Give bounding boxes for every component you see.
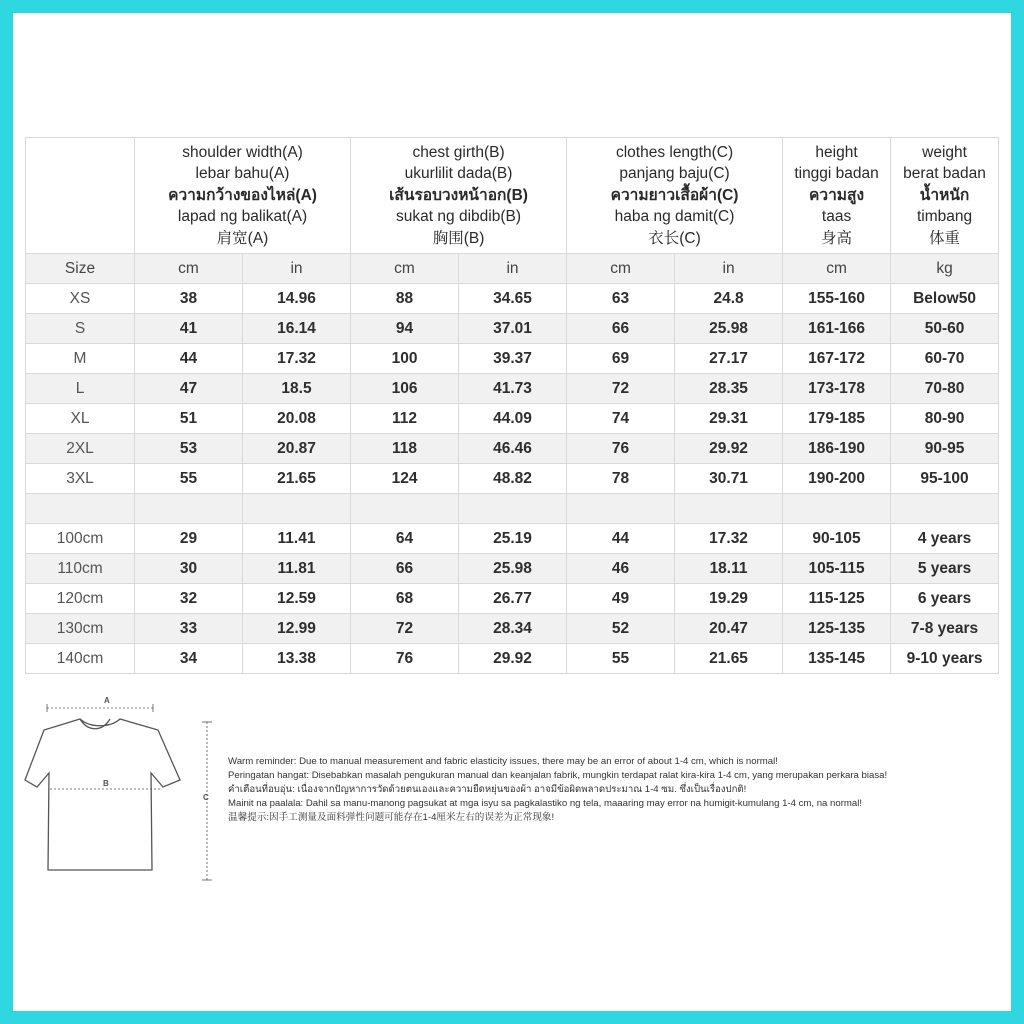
header-line: tinggi badan [794, 165, 879, 183]
cell-length-cm: 74 [567, 404, 675, 434]
cell-length-cm: 49 [567, 584, 675, 614]
cell-length-cm: 69 [567, 344, 675, 374]
cell-shoulder-in: 12.59 [243, 584, 351, 614]
header-row [26, 138, 999, 254]
cell-size: 110cm [26, 554, 135, 584]
cell-chest-cm: 76 [351, 644, 459, 674]
cell-length-in: 19.29 [675, 584, 783, 614]
cell-chest-in: 25.19 [459, 524, 567, 554]
cell-length-cm: 55 [567, 644, 675, 674]
cell-chest-cm: 100 [351, 344, 459, 374]
table-row [26, 344, 999, 374]
cell-size: 2XL [26, 434, 135, 464]
table-row [26, 434, 999, 464]
cell-chest-in: 46.46 [459, 434, 567, 464]
table-row [26, 524, 999, 554]
cell-chest-cm: 66 [351, 554, 459, 584]
header-line: chest girth(B) [412, 143, 505, 161]
cell-chest-cm: 68 [351, 584, 459, 614]
cell-chest-in: 37.01 [459, 314, 567, 344]
cell-shoulder-in: 20.87 [243, 434, 351, 464]
cell-shoulder-cm: 29 [135, 524, 243, 554]
cell-size: L [26, 374, 135, 404]
cell-chest-in: 41.73 [459, 374, 567, 404]
unit-row [26, 254, 999, 284]
header-line: ukurlilit dada(B) [404, 165, 513, 183]
measure-c [202, 722, 212, 880]
cell-chest-cm: 72 [351, 614, 459, 644]
cell-shoulder-in: 11.41 [243, 524, 351, 554]
header-clothes-length [567, 138, 783, 254]
cell-length-in: 17.32 [675, 524, 783, 554]
cell-chest-in: 28.34 [459, 614, 567, 644]
spacer-cell [351, 494, 459, 524]
spacer-cell [891, 494, 999, 524]
cell-shoulder-cm: 38 [135, 284, 243, 314]
unit-weight-kg: kg [891, 254, 999, 284]
cell-length-in: 27.17 [675, 344, 783, 374]
note-english: Warm reminder: Due to manual measurement and fabric elasticity issues, there may be an error of about 1-4 cm, which is normal! [228, 756, 778, 767]
header-height [783, 138, 891, 254]
cell-chest-cm: 118 [351, 434, 459, 464]
tshirt-diagram [20, 690, 220, 890]
unit-shoulder-cm: cm [135, 254, 243, 284]
cell-weight-kg: 9-10 years [891, 644, 999, 674]
cell-height-cm: 190-200 [783, 464, 891, 494]
spacer-row [26, 494, 999, 524]
note-filipino: Mainit na paalala: Dahil sa manu-manong pagsukat at mga isyu sa pagkalastiko ng tela, maaaring may error na humigit-kumulang 1-4 cm, na normal! [228, 798, 863, 809]
tshirt-outline [25, 719, 180, 870]
cell-shoulder-cm: 34 [135, 644, 243, 674]
cell-size: 100cm [26, 524, 135, 554]
measure-a [47, 696, 153, 712]
header-line: 身高 [821, 229, 853, 247]
cell-length-in: 28.35 [675, 374, 783, 404]
cell-shoulder-in: 13.38 [243, 644, 351, 674]
header-line: height [815, 143, 858, 161]
header-line: weight [922, 143, 967, 161]
unit-chest-cm: cm [351, 254, 459, 284]
table-row [26, 374, 999, 404]
note-thai: คำเตือนที่อบอุ่น: เนื่องจากปัญหาการวัดด้วยตนเองและความยืดหยุ่นของผ้า อาจมีข้อผิดพลาดประมาณ 1-4 ซม. ซึ่งเป็นเรื่องปกติ! [228, 784, 747, 795]
note-chinese: 温馨提示:因手工测量及面料弹性问题可能存在1-4厘米左右的误差为正常现象! [228, 812, 555, 823]
cell-weight-kg: 95-100 [891, 464, 999, 494]
cell-shoulder-cm: 41 [135, 314, 243, 344]
size-chart-table [25, 137, 999, 674]
cell-height-cm: 173-178 [783, 374, 891, 404]
cell-length-in: 24.8 [675, 284, 783, 314]
cell-chest-cm: 124 [351, 464, 459, 494]
header-line: 体重 [929, 229, 961, 247]
cell-shoulder-in: 18.5 [243, 374, 351, 404]
cell-height-cm: 161-166 [783, 314, 891, 344]
cell-weight-kg: 7-8 years [891, 614, 999, 644]
header-line: clothes length(C) [615, 143, 734, 161]
measure-b [50, 779, 160, 789]
header-line: timbang [916, 208, 973, 226]
spacer-cell [567, 494, 675, 524]
cell-shoulder-in: 12.99 [243, 614, 351, 644]
header-line: lebar bahu(A) [195, 165, 290, 183]
table-row [26, 644, 999, 674]
cell-size: 3XL [26, 464, 135, 494]
cell-length-in: 30.71 [675, 464, 783, 494]
cell-length-cm: 72 [567, 374, 675, 404]
cell-size: 140cm [26, 644, 135, 674]
unit-shoulder-in: in [243, 254, 351, 284]
spacer-cell [243, 494, 351, 524]
cell-shoulder-cm: 53 [135, 434, 243, 464]
table-row [26, 314, 999, 344]
cell-weight-kg: 4 years [891, 524, 999, 554]
cell-shoulder-cm: 44 [135, 344, 243, 374]
cell-height-cm: 179-185 [783, 404, 891, 434]
header-line: taas [821, 208, 852, 226]
spacer-cell [135, 494, 243, 524]
cell-chest-cm: 112 [351, 404, 459, 434]
cell-height-cm: 105-115 [783, 554, 891, 584]
cell-weight-kg: 60-70 [891, 344, 999, 374]
header-line: 衣长(C) [648, 229, 701, 247]
header-line: ความยาวเสื้อผ้า(C) [610, 186, 739, 204]
table-row [26, 284, 999, 314]
cell-chest-in: 29.92 [459, 644, 567, 674]
cell-height-cm: 135-145 [783, 644, 891, 674]
table-row [26, 584, 999, 614]
header-line: น้ำหนัก [919, 186, 970, 204]
cell-shoulder-cm: 30 [135, 554, 243, 584]
cell-chest-in: 39.37 [459, 344, 567, 374]
cell-height-cm: 167-172 [783, 344, 891, 374]
header-line: panjang baju(C) [619, 165, 730, 183]
note-malay: Peringatan hangat: Disebabkan masalah pengukuran manual dan keanjalan fabrik, mungkin terdapat ralat kira-kira 1-4 cm, yang merupakan perkara biasa! [228, 770, 888, 781]
table-row [26, 614, 999, 644]
cell-length-in: 25.98 [675, 314, 783, 344]
cell-size: S [26, 314, 135, 344]
cell-weight-kg: 90-95 [891, 434, 999, 464]
cell-height-cm: 90-105 [783, 524, 891, 554]
cell-shoulder-in: 16.14 [243, 314, 351, 344]
label-b: B [103, 779, 109, 788]
table-row [26, 464, 999, 494]
table-row [26, 554, 999, 584]
table-row [26, 404, 999, 434]
label-c: C [203, 793, 209, 802]
cell-length-cm: 52 [567, 614, 675, 644]
cell-length-cm: 63 [567, 284, 675, 314]
cell-chest-in: 25.98 [459, 554, 567, 584]
cell-shoulder-cm: 32 [135, 584, 243, 614]
spacer-cell [459, 494, 567, 524]
cell-size: XS [26, 284, 135, 314]
cell-chest-in: 48.82 [459, 464, 567, 494]
unit-height-cm: cm [783, 254, 891, 284]
header-line: ความสูง [809, 186, 865, 204]
cell-shoulder-in: 20.08 [243, 404, 351, 434]
spacer-cell [675, 494, 783, 524]
cell-weight-kg: 70-80 [891, 374, 999, 404]
cell-shoulder-cm: 33 [135, 614, 243, 644]
header-line: haba ng damit(C) [614, 208, 735, 226]
cell-size: 130cm [26, 614, 135, 644]
header-line: shoulder width(A) [182, 143, 303, 161]
cell-size: M [26, 344, 135, 374]
header-line: เส้นรอบวงหน้าอก(B) [389, 186, 528, 204]
cell-shoulder-cm: 47 [135, 374, 243, 404]
cell-shoulder-in: 21.65 [243, 464, 351, 494]
spacer-cell [783, 494, 891, 524]
cell-chest-cm: 88 [351, 284, 459, 314]
cell-height-cm: 155-160 [783, 284, 891, 314]
cell-length-in: 18.11 [675, 554, 783, 584]
unit-length-in: in [675, 254, 783, 284]
cell-weight-kg: 50-60 [891, 314, 999, 344]
cell-shoulder-in: 17.32 [243, 344, 351, 374]
cell-length-in: 29.92 [675, 434, 783, 464]
cell-length-cm: 44 [567, 524, 675, 554]
cell-size: 120cm [26, 584, 135, 614]
cell-chest-cm: 106 [351, 374, 459, 404]
cell-shoulder-in: 11.81 [243, 554, 351, 584]
label-a: A [104, 696, 110, 705]
cell-weight-kg: 6 years [891, 584, 999, 614]
cell-chest-in: 34.65 [459, 284, 567, 314]
header-line: sukat ng dibdib(B) [396, 208, 521, 226]
cell-shoulder-cm: 51 [135, 404, 243, 434]
cell-weight-kg: Below50 [891, 284, 999, 314]
unit-chest-in: in [459, 254, 567, 284]
cell-height-cm: 125-135 [783, 614, 891, 644]
cell-length-in: 29.31 [675, 404, 783, 434]
unit-length-cm: cm [567, 254, 675, 284]
cell-height-cm: 186-190 [783, 434, 891, 464]
header-line: 胸围(B) [432, 229, 485, 247]
header-line: lapad ng balikat(A) [177, 208, 308, 226]
header-line: berat badan [903, 165, 986, 183]
cell-chest-cm: 94 [351, 314, 459, 344]
cell-length-cm: 76 [567, 434, 675, 464]
cell-shoulder-cm: 55 [135, 464, 243, 494]
cell-chest-cm: 64 [351, 524, 459, 554]
cell-weight-kg: 5 years [891, 554, 999, 584]
header-line: 肩宽(A) [216, 229, 269, 247]
cell-length-cm: 66 [567, 314, 675, 344]
cell-chest-in: 26.77 [459, 584, 567, 614]
header-chest-girth [351, 138, 567, 254]
spacer-cell [26, 494, 135, 524]
unit-size: Size [26, 254, 135, 284]
cell-chest-in: 44.09 [459, 404, 567, 434]
cell-length-cm: 78 [567, 464, 675, 494]
cell-size: XL [26, 404, 135, 434]
cell-weight-kg: 80-90 [891, 404, 999, 434]
warm-reminder-notes [228, 755, 988, 825]
cell-length-in: 20.47 [675, 614, 783, 644]
cell-length-in: 21.65 [675, 644, 783, 674]
header-shoulder-width [135, 138, 351, 254]
cell-height-cm: 115-125 [783, 584, 891, 614]
cell-length-cm: 46 [567, 554, 675, 584]
header-weight [891, 138, 999, 254]
header-line: ความกว้างของไหล่(A) [168, 186, 317, 204]
header-corner [26, 138, 135, 254]
cell-shoulder-in: 14.96 [243, 284, 351, 314]
